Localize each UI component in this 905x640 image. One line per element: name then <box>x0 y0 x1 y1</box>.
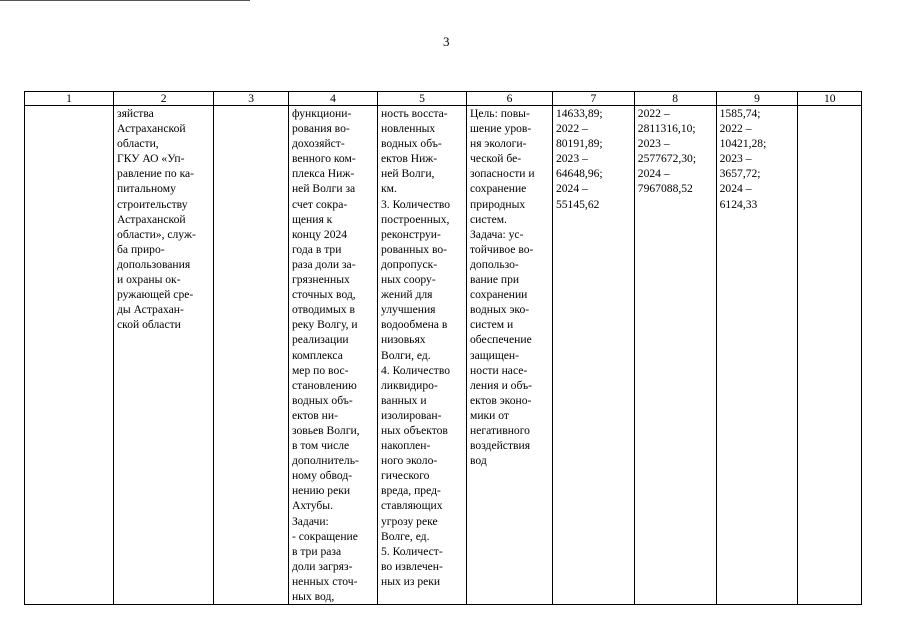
column-header: 2 <box>114 92 214 106</box>
column-header: 4 <box>288 92 377 106</box>
column-header: 3 <box>214 92 289 106</box>
header-row <box>25 92 862 106</box>
indicators-cell: ность восста- новленных водных объ- ектов Ниж- ней Волги, км. 3. Количество построенных, реконструи- рованных во- допропуск- ных соору- жений для улучшения водообмена в низовьях Волги, ед. 4. Количество ликвидиро- ванных и изолирован- ных объектов накоплен- ного эколо- гического вреда, пред- ставляющих угрозу реке Волге, ед. 5. Количест- во извлечен- ных из реки <box>377 106 466 605</box>
strategy-cell: Цель: повы- шение уров- ня экологи- ческой бе- зопасности и сохранение природных систем. Задача: ус- тойчивое во- допользо- вание при сохранении водных эко- систем и обеспечение защищен- ности насе- ления и объ- ектов эконо- мики от негативного воздействия вод <box>467 106 553 605</box>
program-table <box>24 91 862 605</box>
column-header: 10 <box>798 92 862 106</box>
column-header: 8 <box>634 92 716 106</box>
column-header: 1 <box>25 92 114 106</box>
page-number: 3 <box>443 34 450 49</box>
column-header: 6 <box>467 92 553 106</box>
executors-cell: зяйства Астраханской области, ГКУ АО «Уп- равление по ка- питальному строительству Астраханской области», служ- ба приро- допользования и охраны ок- ружающей сре- ды Астрахан- ской области <box>114 106 214 605</box>
top-rule <box>0 0 250 1</box>
goals-cell: функциони- рования во- дохозяйст- венного ком- плекса Ниж- ней Волги за счет сокра- щения к концу 2024 года в три раза доли за- грязненных сточных вод, отводимых в реку Волгу, и реализации комплекса мер по вос- становлению водных объ- ектов ни- зовьев Волги, в том числе дополнитель- ному обвод- нению реки Ахтубы. Задачи: - сокращение в три раза доли загряз- ненных сточ- ных вод, <box>288 106 377 605</box>
column-header: 5 <box>377 92 466 106</box>
column-header: 7 <box>552 92 634 106</box>
funding-cell: 14633,89; 2022 – 80191,89; 2023 – 64648,96; 2024 – 55145,62 <box>552 106 634 605</box>
table-cell <box>25 106 114 605</box>
funding-cell: 1585,74; 2022 – 10421,28; 2023 – 3657,72; 2024 – 6124,33 <box>716 106 798 605</box>
table-row <box>25 106 862 605</box>
table-cell <box>214 106 289 605</box>
table-cell <box>798 106 862 605</box>
funding-cell: 2022 – 2811316,10; 2023 – 2577672,30; 2024 – 7967088,52 <box>634 106 716 605</box>
column-header: 9 <box>716 92 798 106</box>
